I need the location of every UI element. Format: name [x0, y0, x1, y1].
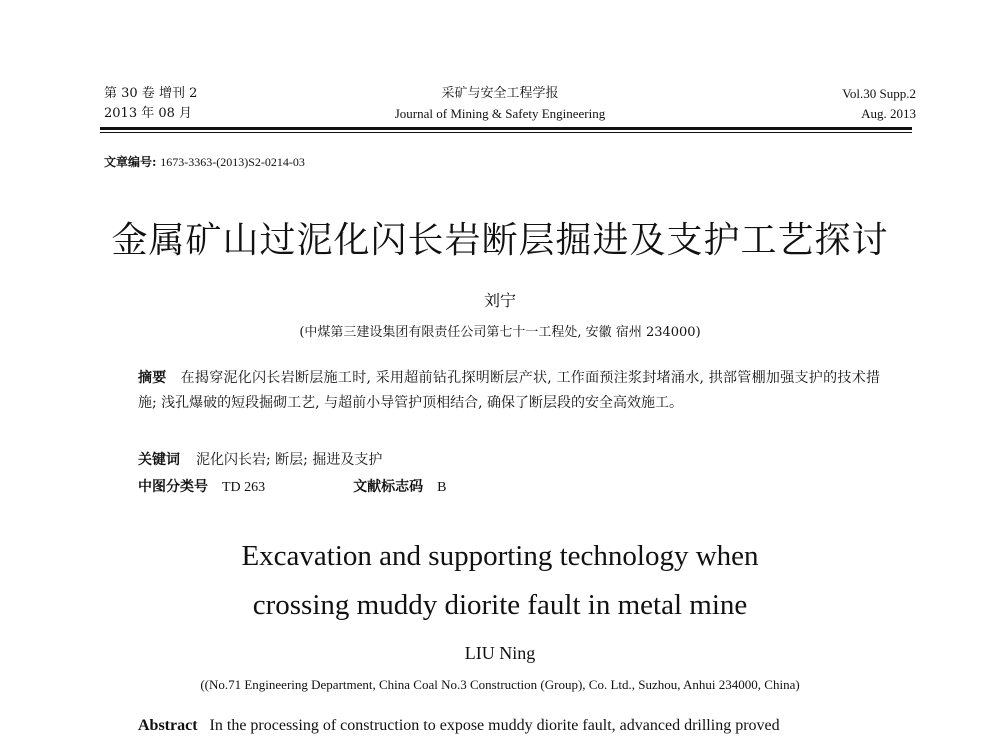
header-rule-thick [100, 127, 912, 130]
publication-date-en: Aug. 2013 [861, 106, 916, 121]
publication-date-cn: 2013 年 08 月 [104, 106, 193, 121]
keywords-cn [138, 449, 382, 469]
abstract-en [138, 717, 780, 735]
clc-label: 中图分类号 [138, 479, 208, 495]
abstract-en-text: In the processing of construction to expose muddy diorite fault, advanced drilling proved [209, 717, 780, 734]
abstract-cn-label: 摘要 [138, 370, 167, 386]
journal-name-cn: 采矿与安全工程学报 [441, 86, 559, 101]
volume-supp-en: Vol.30 Supp.2 [842, 86, 916, 101]
author-en: LIU Ning [464, 643, 536, 663]
doc-code-value: B [437, 480, 447, 495]
paper-title-en-line2: crossing muddy diorite fault in metal mine [252, 589, 748, 621]
article-number [104, 153, 305, 170]
keywords-cn-label: 关键词 [138, 452, 180, 468]
abstract-en-label: Abstract [138, 717, 198, 734]
journal-volume-en [842, 84, 916, 124]
paper-title-cn: 金属矿山过泥化闪长岩断层掘进及支护工艺探讨 [111, 220, 889, 261]
abstract-cn [138, 366, 880, 416]
journal-name-en: Journal of Mining & Safety Engineering [394, 106, 606, 121]
keywords-cn-text: 泥化闪长岩; 断层; 掘进及支护 [196, 452, 383, 468]
article-number-label: 文章编号: [104, 155, 157, 169]
author-cn: 刘宁 [483, 291, 516, 310]
article-number-value: 1673-3363-(2013)S2-0214-03 [160, 155, 305, 169]
affiliation-en: ((No.71 Engineering Department, China Coal No.3 Construction (Group), Co. Ltd., Suzhou, Anhui 234000, China) [200, 677, 800, 692]
clc-value: TD 263 [222, 480, 266, 495]
abstract-cn-text: 在揭穿泥化闪长岩断层施工时, 采用超前钻孔探明断层产状, 工作面预注浆封堵涌水, 拱部管棚加强支护的技术措施; 浅孔爆破的短段掘砌工艺, 与超前小导管护顶相结合, 确保了断层段的安全高效施工。 [138, 370, 881, 411]
paper-title-en-line1: Excavation and supporting technology when [241, 540, 759, 572]
doc-code-label: 文献标志码 [353, 479, 424, 495]
affiliation-cn: (中煤第三建设集团有限责任公司第七十一工程处, 安徽 宿州 234000) [299, 325, 701, 340]
classification-row [138, 476, 447, 496]
volume-issue: 第 30 卷 增刊 2 [104, 86, 198, 101]
header-rule-thin [100, 132, 912, 133]
